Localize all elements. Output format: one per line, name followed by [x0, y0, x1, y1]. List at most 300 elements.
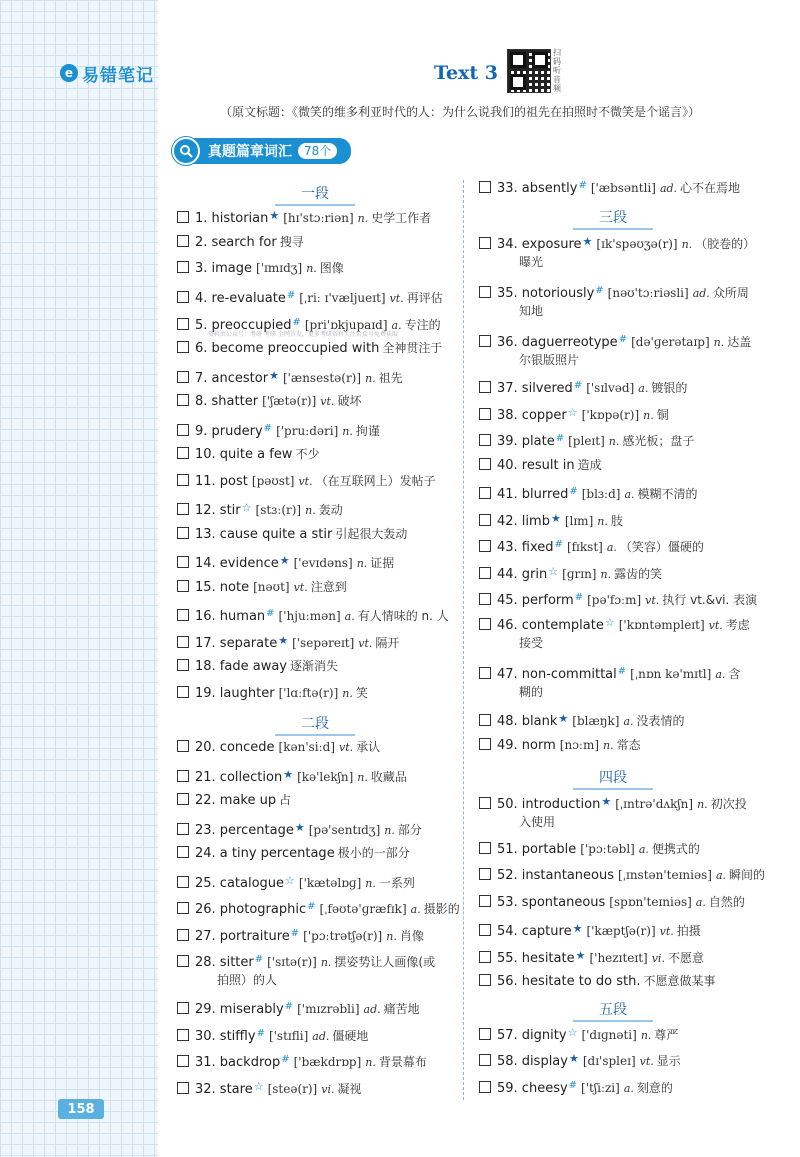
phonetic: [də'ɡerətaɪp] — [631, 335, 710, 349]
definition: 便携式的 — [651, 842, 700, 856]
definition: 镀银的 — [651, 381, 688, 395]
checkbox[interactable] — [177, 1029, 189, 1041]
hash-icon: # — [284, 1001, 294, 1012]
hollow-star-icon: ☆ — [241, 501, 252, 514]
definition: 拍摄 — [676, 924, 701, 938]
page-number: 158 — [58, 1099, 104, 1119]
checkbox[interactable] — [177, 503, 189, 515]
definition: 没表情的 — [636, 714, 685, 728]
phonetic: [ˌɪnstən'teɪniəs] — [618, 868, 712, 882]
vocab-entry — [479, 560, 662, 586]
definition: 凝视 — [337, 1082, 362, 1096]
part-of-speech: n. — [600, 568, 612, 581]
vocab-word: 12. stir — [195, 503, 241, 518]
paragraph-heading: 一段 — [275, 183, 355, 206]
vocab-word: 58. display — [497, 1054, 568, 1069]
hash-icon: # — [292, 317, 301, 328]
checkbox[interactable] — [177, 394, 189, 406]
paragraph-heading: 三段 — [573, 207, 653, 230]
definition: 部分 — [397, 823, 422, 837]
part-of-speech: a. — [695, 896, 706, 909]
checkbox[interactable] — [177, 556, 189, 568]
checkbox[interactable] — [479, 286, 491, 298]
part-of-speech: vt. — [320, 395, 335, 408]
part-of-speech: ad. — [363, 1003, 381, 1016]
definition: 极小的一部分 — [337, 846, 410, 860]
checkbox[interactable] — [177, 823, 189, 835]
banner-label: 真题篇章词汇 — [208, 144, 292, 160]
checkbox[interactable] — [479, 667, 491, 679]
hash-icon: # — [266, 608, 275, 619]
vocab-word: 50. introduction — [497, 797, 601, 812]
phonetic: ['kæptʃə(r)] — [586, 924, 656, 938]
vocab-entry — [177, 682, 368, 705]
definition: 众所周 — [712, 286, 749, 300]
checkbox[interactable] — [479, 540, 491, 552]
definition: 占 — [279, 793, 292, 807]
vocab-word: 34. exposure — [497, 237, 582, 252]
checkbox[interactable] — [479, 514, 491, 526]
vocab-word: 30. stiffly — [195, 1029, 256, 1044]
definition: 不愿意做某事 — [643, 974, 716, 988]
phonetic: ['hezɪteɪt] — [589, 951, 648, 965]
checkbox[interactable] — [479, 567, 491, 579]
vocab-word: 3. image — [195, 261, 253, 276]
phonetic: [pəʊst] — [251, 474, 295, 488]
phonetic: ['bækdrɒp] — [293, 1055, 362, 1069]
vocab-word: 54. capture — [497, 924, 572, 939]
vocab-word: 9. prudery — [195, 424, 263, 439]
part-of-speech: a. — [715, 869, 726, 882]
vocab-entry — [479, 917, 701, 943]
definition: 瞬间的 — [729, 868, 766, 882]
vocab-entry — [479, 507, 623, 533]
part-of-speech: n. — [603, 739, 614, 752]
definition: 僵硬地 — [332, 1029, 369, 1043]
checkbox[interactable] — [177, 770, 189, 782]
part-of-speech: n. — [357, 212, 369, 225]
hash-icon: # — [574, 592, 584, 603]
definition: 达盖 — [727, 335, 752, 349]
phonetic: ['evɪdəns] — [293, 556, 353, 570]
vocab-word: 56. hesitate to do sth. — [497, 974, 641, 989]
vocab-word: 52. instantaneous — [497, 868, 614, 883]
phonetic: [stɜː(r)] — [255, 503, 302, 517]
checkbox[interactable] — [177, 1002, 189, 1014]
star-icon: ★ — [568, 1052, 579, 1065]
vocab-entry — [479, 374, 687, 400]
vocab-entry — [177, 257, 344, 280]
definition: （在互联网上）发帖子 — [315, 474, 436, 488]
part-of-speech: n. — [643, 409, 654, 422]
vocab-word: 20. concede — [195, 740, 275, 755]
definition-continued: 曝光 — [519, 255, 544, 269]
checkbox[interactable] — [177, 291, 189, 303]
checkbox[interactable] — [177, 341, 189, 353]
star-icon: ★ — [582, 235, 593, 248]
checkbox[interactable] — [177, 929, 189, 941]
definition-continued: 糊的 — [519, 685, 544, 699]
original-title: （原文标题：《微笑的维多利亚时代的人：为什么说我们的祖先在拍照时不微笑是个谣言》） — [219, 105, 700, 119]
definition-continued: 尔银版照片 — [519, 353, 580, 367]
definition: 有人情味的 n. 人 — [357, 609, 449, 623]
phonetic: [nəʊ'tɔːriəsli] — [607, 286, 689, 300]
phonetic: [blæŋk] — [572, 714, 620, 728]
vocab-word: 42. limb — [497, 514, 550, 529]
vocab-word: 57. dignity — [497, 1028, 567, 1043]
star-icon: ★ — [575, 949, 586, 962]
vocab-word: 5. preoccupied — [195, 318, 292, 333]
checkbox[interactable] — [177, 740, 189, 752]
hash-icon: # — [254, 954, 264, 965]
part-of-speech: vt. — [293, 581, 308, 594]
phonetic: [pə'fɔːm] — [587, 593, 642, 607]
part-of-speech: ad. — [692, 287, 710, 300]
vocab-word: 47. non-committal — [497, 667, 617, 682]
section-banner — [172, 138, 351, 164]
definition: 考虑 — [725, 618, 750, 632]
definition: 注意到 — [310, 580, 347, 594]
checkbox[interactable] — [479, 487, 491, 499]
checkbox[interactable] — [177, 659, 189, 671]
vocab-word: 18. fade away — [195, 659, 287, 674]
phonetic: ['sɪlvəd] — [586, 381, 635, 395]
checkbox[interactable] — [479, 974, 491, 986]
star-icon: ★ — [283, 768, 294, 781]
vocab-entry — [479, 533, 704, 559]
word-count-badge: 78个 — [298, 143, 337, 159]
phonetic: ['sepəreɪt] — [292, 636, 355, 650]
definition: 背景幕布 — [378, 1055, 427, 1069]
part-of-speech: n. — [365, 372, 376, 385]
vocab-word: 39. plate — [497, 434, 555, 449]
hash-icon: # — [263, 423, 273, 434]
part-of-speech: vi. — [321, 1083, 335, 1096]
vocab-word: 7. ancestor — [195, 371, 269, 386]
checkbox[interactable] — [177, 235, 189, 247]
checkbox[interactable] — [177, 1055, 189, 1067]
watermark: 资料由公众号：考研 考研 全网首发，更多考研资料关注公众号免费获取 — [208, 331, 398, 338]
definition: 逐渐消失 — [290, 659, 339, 673]
checkbox[interactable] — [479, 868, 491, 880]
checkbox[interactable] — [177, 876, 189, 888]
checkbox[interactable] — [177, 318, 189, 330]
vocab-word: 29. miserably — [195, 1002, 284, 1017]
hollow-star-icon: ☆ — [567, 1026, 578, 1039]
vocab-entry — [177, 576, 347, 599]
vocab-word: 31. backdrop — [195, 1055, 281, 1070]
hash-icon: # — [555, 433, 565, 444]
vocab-entry — [177, 869, 415, 895]
hollow-star-icon: ☆ — [567, 406, 578, 419]
phonetic: ['kɒpə(r)] — [581, 408, 640, 422]
phonetic: [ɡrɪn] — [562, 567, 597, 581]
part-of-speech: n. — [306, 262, 317, 275]
text-title: Text 3 — [434, 62, 498, 84]
definition: 模糊不清的 — [637, 487, 698, 501]
checkbox[interactable] — [479, 181, 491, 193]
vocab-entry — [177, 549, 394, 575]
checkbox[interactable] — [177, 609, 189, 621]
vocab-word: 17. separate — [195, 636, 278, 651]
checkbox[interactable] — [479, 618, 491, 630]
definition-continued: 接受 — [519, 636, 544, 650]
definition: 证据 — [370, 556, 395, 570]
part-of-speech: n. — [365, 877, 376, 890]
phonetic: [dɪ'spleɪ] — [582, 1054, 636, 1068]
definition: 搜寻 — [279, 235, 304, 249]
paragraph-heading: 五段 — [573, 999, 653, 1022]
definition: 祖先 — [378, 371, 403, 385]
vocab-word: 21. collection — [195, 770, 283, 785]
phonetic: ['sɪtə(r)] — [267, 955, 317, 969]
star-icon: ★ — [294, 821, 305, 834]
checkbox[interactable] — [177, 846, 189, 858]
part-of-speech: a. — [715, 668, 726, 681]
vocab-word: 53. spontaneous — [497, 895, 606, 910]
phonetic: ['ɪmɪdʒ] — [256, 261, 303, 275]
vocab-entry — [479, 401, 669, 427]
vocab-entry — [177, 470, 436, 493]
hash-icon: # — [307, 901, 316, 912]
checkbox[interactable] — [177, 424, 189, 436]
phonetic: [ˌriː ɪ'væljueɪt] — [299, 291, 386, 305]
vocab-word: 14. evidence — [195, 556, 279, 571]
column-divider — [463, 180, 464, 1100]
checkbox[interactable] — [177, 636, 189, 648]
phonetic: ['dɪɡnəti] — [581, 1028, 637, 1042]
definition: 露齿的笑 — [614, 567, 663, 581]
vocab-entry — [177, 922, 424, 948]
paragraph-heading: 四段 — [573, 767, 653, 790]
phonetic: ['kɒntəmpleɪt] — [618, 618, 705, 632]
hash-icon: # — [290, 928, 300, 939]
vocab-word: 32. stare — [195, 1082, 253, 1097]
checkbox[interactable] — [479, 434, 491, 446]
vocab-word: 48. blank — [497, 714, 558, 729]
vocab-entry — [177, 895, 460, 921]
part-of-speech: a. — [624, 488, 635, 501]
vocab-word: 23. percentage — [195, 823, 294, 838]
definition: 摆姿势让人画像(或 — [334, 955, 436, 969]
part-of-speech: n. — [357, 771, 368, 784]
phonetic: ['pɔːtrətʃə(r)] — [303, 929, 383, 943]
vocab-word: 1. historian — [195, 211, 269, 226]
part-of-speech: a. — [623, 1082, 634, 1095]
part-of-speech: a. — [623, 715, 634, 728]
vocab-entry — [479, 174, 740, 200]
definition: 感光板；盘子 — [622, 434, 695, 448]
phonetic: [blɜːd] — [581, 487, 621, 501]
vocab-word: 2. search for — [195, 235, 277, 250]
definition: 轰动 — [318, 503, 343, 517]
brand-logo-icon: e — [60, 64, 78, 82]
vocab-entry — [177, 204, 431, 230]
checkbox[interactable] — [177, 447, 189, 459]
vocab-entry — [479, 427, 694, 453]
definition: 不愿意 — [667, 951, 704, 965]
vocab-entry — [177, 1048, 427, 1074]
checkbox[interactable] — [479, 895, 491, 907]
star-icon: ★ — [558, 712, 569, 725]
vocab-word: 11. post — [195, 474, 248, 489]
definition: 笑 — [355, 686, 368, 700]
phonetic: ['mɪzrəbli] — [297, 1002, 360, 1016]
vocab-word: 13. cause quite a stir — [195, 527, 333, 542]
definition: 执行 vt.&vi. 表演 — [662, 593, 758, 607]
vocab-word: 40. result in — [497, 458, 575, 473]
grid-margin — [0, 0, 158, 1157]
vocab-entry — [479, 891, 745, 914]
qr-code-icon — [507, 49, 551, 93]
checkbox[interactable] — [479, 1081, 491, 1093]
phonetic: ['ænsestə(r)] — [282, 371, 362, 385]
definition: 全神贯注于 — [382, 341, 443, 355]
vocab-entry — [479, 1074, 673, 1100]
definition: 拘谨 — [355, 424, 380, 438]
vocab-word: 43. fixed — [497, 540, 554, 555]
definition: 专注的 — [404, 318, 441, 332]
checkbox[interactable] — [479, 951, 491, 963]
vocab-entry — [177, 842, 410, 865]
checkbox[interactable] — [177, 474, 189, 486]
vocab-entry — [177, 364, 403, 390]
vocab-entry — [177, 602, 449, 628]
vocab-word: 45. perform — [497, 593, 574, 608]
part-of-speech: vt. — [389, 292, 404, 305]
phonetic: ['pɔːtəbl] — [580, 842, 635, 856]
part-of-speech: n. — [365, 1056, 376, 1069]
hash-icon: # — [578, 180, 587, 191]
phonetic: [ˌnɒn kə'mɪtl] — [630, 667, 712, 681]
definition: 造成 — [577, 458, 602, 472]
phonetic: [kən'siːd] — [278, 740, 336, 754]
definition: 再评估 — [406, 291, 443, 305]
vocab-word: 25. catalogue — [195, 876, 285, 891]
phonetic: [nɔːm] — [559, 738, 600, 752]
checkbox[interactable] — [479, 593, 491, 605]
phonetic: [fɪkst] — [566, 540, 603, 554]
checkbox[interactable] — [479, 335, 491, 347]
part-of-speech: vt. — [645, 594, 660, 607]
part-of-speech: n. — [320, 956, 332, 969]
vocab-entry — [177, 816, 422, 842]
checkbox[interactable] — [177, 580, 189, 592]
hash-icon: # — [568, 1080, 578, 1091]
vocab-word: 27. portraiture — [195, 929, 290, 944]
vocab-entry — [479, 864, 765, 887]
star-icon: ★ — [572, 922, 583, 935]
checkbox[interactable] — [479, 381, 491, 393]
part-of-speech: n. — [697, 798, 708, 811]
star-icon: ★ — [279, 554, 290, 567]
vocab-entry — [177, 523, 407, 546]
vocab-entry — [177, 443, 319, 466]
part-of-speech: n. — [681, 238, 693, 251]
hollow-star-icon: ☆ — [604, 616, 615, 629]
star-icon: ★ — [601, 795, 612, 808]
checkbox[interactable] — [479, 1054, 491, 1066]
vocab-entry — [479, 707, 685, 733]
checkbox[interactable] — [177, 686, 189, 698]
part-of-speech: vt. — [358, 637, 373, 650]
checkbox[interactable] — [479, 924, 491, 936]
phonetic: [steə(r)] — [267, 1082, 318, 1096]
checkbox[interactable] — [479, 842, 491, 854]
vocab-entry — [177, 337, 442, 360]
checkbox[interactable] — [479, 797, 491, 809]
phonetic: ['stɪfli] — [268, 1029, 309, 1043]
checkbox[interactable] — [177, 371, 189, 383]
vocab-entry — [479, 1021, 678, 1047]
definition: 铜 — [656, 408, 669, 422]
vocab-entry — [479, 454, 602, 477]
part-of-speech: n. — [640, 1029, 652, 1042]
vocab-word: 28. sitter — [195, 955, 254, 970]
vocab-entry — [479, 586, 757, 612]
definition: 不少 — [295, 447, 320, 461]
part-of-speech: n. — [305, 504, 316, 517]
phonetic: [pə'sentɪdʒ] — [308, 823, 381, 837]
definition: 显示 — [656, 1054, 681, 1068]
checkbox[interactable] — [177, 1082, 189, 1094]
vocab-word: 15. note — [195, 580, 250, 595]
phonetic: [pleɪt] — [568, 434, 605, 448]
vocab-word: 37. silvered — [497, 381, 573, 396]
vocab-entry — [177, 231, 304, 254]
checkbox[interactable] — [479, 408, 491, 420]
part-of-speech: a. — [410, 903, 421, 916]
definition: 初次投 — [710, 797, 747, 811]
phonetic: [pri'ɒkjupaɪd] — [304, 318, 388, 332]
qr-hint: 扫码听音频 — [553, 48, 561, 93]
brand — [60, 60, 154, 86]
checkbox[interactable] — [479, 1028, 491, 1040]
definition-continued: 知地 — [519, 304, 544, 318]
part-of-speech: vi. — [651, 952, 665, 965]
definition: （笑容）僵硬的 — [619, 540, 704, 554]
hash-icon: # — [617, 666, 627, 677]
definition: 一系列 — [378, 876, 415, 890]
checkbox[interactable] — [177, 793, 189, 805]
part-of-speech: n. — [384, 824, 395, 837]
vocab-entry — [177, 417, 380, 443]
checkbox[interactable] — [177, 527, 189, 539]
vocab-word: 44. grin — [497, 567, 548, 582]
vocab-word: 16. human — [195, 609, 266, 624]
part-of-speech: n. — [597, 515, 608, 528]
vocab-word: 41. blurred — [497, 487, 569, 502]
checkbox[interactable] — [177, 955, 189, 967]
checkbox[interactable] — [479, 714, 491, 726]
checkbox[interactable] — [479, 237, 491, 249]
vocab-entry — [177, 390, 361, 413]
vocab-entry — [177, 789, 291, 812]
part-of-speech: vt. — [659, 925, 674, 938]
definition: 痛苦地 — [383, 1002, 420, 1016]
phonetic: ['hjuːmən] — [278, 609, 341, 623]
star-icon: ★ — [550, 512, 561, 525]
checkbox[interactable] — [177, 902, 189, 914]
part-of-speech: ad. — [312, 1030, 330, 1043]
checkbox[interactable] — [177, 261, 189, 273]
definition: 图像 — [319, 261, 344, 275]
checkbox[interactable] — [479, 458, 491, 470]
checkbox[interactable] — [479, 738, 491, 750]
checkbox[interactable] — [177, 211, 189, 223]
definition-continued: 入使用 — [519, 815, 556, 829]
definition: 常态 — [616, 738, 641, 752]
